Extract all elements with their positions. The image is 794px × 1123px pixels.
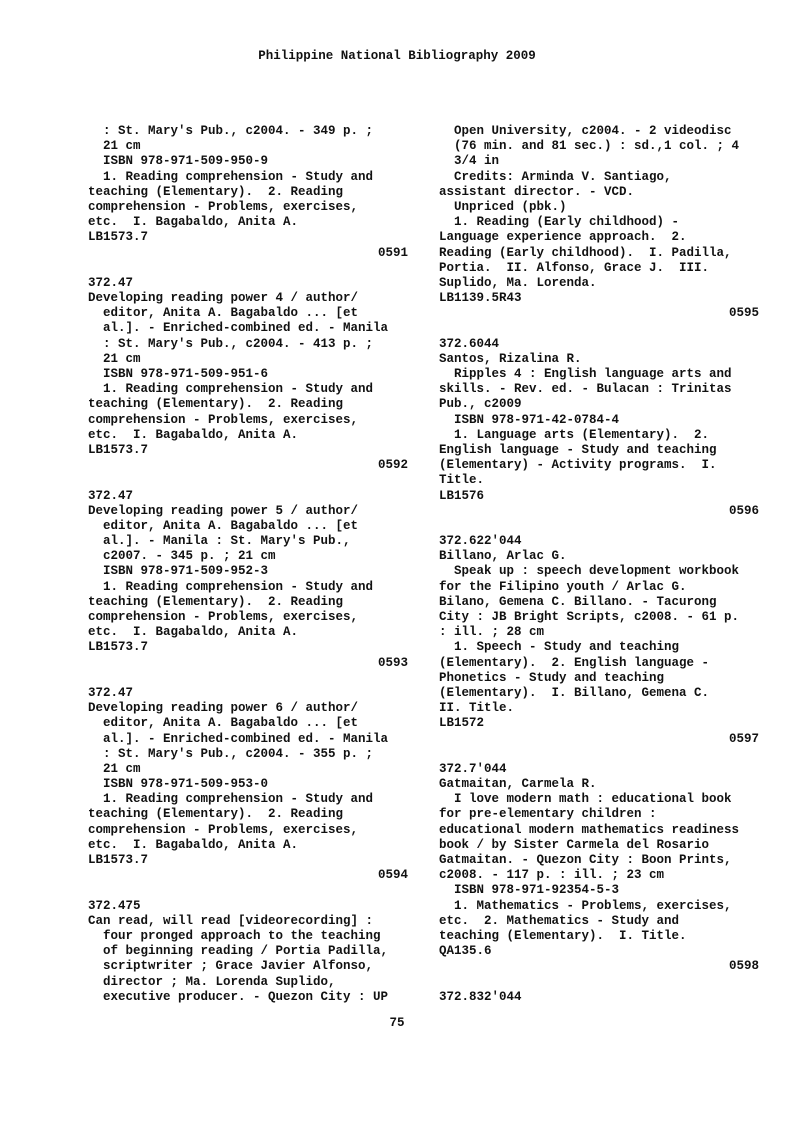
entry-line: LB1573.7 bbox=[88, 853, 149, 867]
entry-line: Bilano, Gemena C. Billano. - Tacurong bbox=[439, 594, 717, 609]
entry-line: 1. Speech - Study and teaching bbox=[439, 640, 680, 655]
entry-line: Gatmaitan, Carmela R. bbox=[439, 777, 597, 792]
entry-line: c2008. - 117 p. : ill. ; 23 cm bbox=[439, 868, 665, 883]
entry-line: director ; Ma. Lorenda Suplido, bbox=[88, 974, 336, 989]
entry-line: (Elementary). I. Billano, Gemena C. bbox=[439, 685, 710, 700]
entry-line: 21 cm bbox=[88, 139, 141, 154]
entry-line: 1. Reading comprehension - Study and bbox=[88, 169, 374, 184]
entry-line: ISBN 978-971-92354-5-3 bbox=[439, 883, 620, 898]
entry-line: teaching (Elementary). I. Title. bbox=[439, 928, 687, 943]
entry-line: Reading (Early childhood). I. Padilla, bbox=[439, 245, 732, 260]
entry-line: Gatmaitan. - Quezon City : Boon Prints, bbox=[439, 853, 732, 867]
entry-line: al.]. - Enriched-combined ed. - Manila bbox=[88, 731, 389, 746]
entry-separator bbox=[88, 473, 408, 488]
entry-line: ISBN 978-971-509-950-9 bbox=[88, 154, 269, 169]
entry-line: 1. Reading comprehension - Study and bbox=[88, 579, 374, 594]
entry-line: comprehension - Problems, exercises, bbox=[88, 199, 359, 214]
entry-number: 0597 bbox=[728, 731, 759, 746]
entry-line: Title. bbox=[439, 473, 485, 488]
entry-line: (76 min. and 81 sec.) : sd.,1 col. ; 4 bbox=[439, 139, 740, 154]
entry-line: teaching (Elementary). 2. Reading bbox=[88, 807, 344, 822]
entry-line: Santos, Rizalina R. bbox=[439, 351, 582, 366]
entry-line: teaching (Elementary). 2. Reading bbox=[88, 397, 344, 412]
entry-line: etc. I. Bagabaldo, Anita A. bbox=[88, 625, 299, 640]
page-number: 75 bbox=[389, 1016, 405, 1030]
entry-line: 1. Language arts (Elementary). 2. bbox=[439, 427, 710, 442]
entry-line: Pub., c2009 bbox=[439, 397, 522, 412]
entry-number: 0598 bbox=[728, 959, 759, 974]
entry-line: Unpriced (pbk.) bbox=[439, 199, 567, 214]
entry-line: 372.47 bbox=[88, 488, 134, 503]
entry-line: ISBN 978-971-42-0784-4 bbox=[439, 412, 620, 427]
entry-line: LB1573.7 bbox=[88, 640, 149, 655]
entry-line: Open University, c2004. - 2 videodisc bbox=[439, 124, 732, 138]
entry-line: book / by Sister Carmela del Rosario bbox=[439, 837, 710, 852]
entry-line: 3/4 in bbox=[439, 154, 500, 169]
entry-line: 372.7'044 bbox=[439, 761, 507, 776]
entry-line: 21 cm bbox=[88, 351, 141, 366]
entry-line: II. Title. bbox=[439, 701, 515, 716]
entry-line: 372.47 bbox=[88, 685, 134, 700]
entry-line: : St. Mary's Pub., c2004. - 349 p. ; bbox=[88, 124, 374, 138]
entry-line: ISBN 978-971-509-952-3 bbox=[88, 564, 269, 579]
entry-line: LB1573.7 bbox=[88, 442, 149, 457]
entry-line: for the Filipino youth / Arlac G. bbox=[439, 579, 687, 594]
entry-line: Suplido, Ma. Lorenda. bbox=[439, 275, 597, 290]
entry-separator bbox=[439, 321, 759, 336]
entry-separator bbox=[439, 975, 759, 990]
entry-line: Language experience approach. 2. bbox=[439, 230, 687, 245]
entry-line: comprehension - Problems, exercises, bbox=[88, 412, 359, 427]
entry-line: al.]. - Enriched-combined ed. - Manila bbox=[88, 321, 389, 336]
entry-number: 0591 bbox=[377, 245, 408, 260]
entry-line: LB1139.5R43 bbox=[439, 291, 522, 306]
entry-line: City : JB Bright Scripts, c2008. - 61 p. bbox=[439, 610, 740, 624]
entry-line: 1. Reading comprehension - Study and bbox=[88, 382, 374, 397]
entry-line: etc. I. Bagabaldo, Anita A. bbox=[88, 837, 299, 852]
entry-line: editor, Anita A. Bagabaldo ... [et bbox=[88, 306, 359, 321]
entry-line: 372.475 bbox=[88, 898, 141, 913]
entry-line: ISBN 978-971-509-953-0 bbox=[88, 777, 269, 792]
entry-line: teaching (Elementary). 2. Reading bbox=[88, 184, 344, 199]
entry-line: Developing reading power 4 / author/ bbox=[88, 291, 359, 306]
entry-line: Credits: Arminda V. Santiago, bbox=[439, 169, 672, 184]
entry-line: 21 cm bbox=[88, 761, 141, 776]
entry-line: LB1573.7 bbox=[88, 230, 149, 245]
entry-line: Portia. II. Alfonso, Grace J. III. bbox=[439, 260, 710, 275]
entry-line: I love modern math : educational book bbox=[439, 792, 732, 807]
entry-line: editor, Anita A. Bagabaldo ... [et bbox=[88, 716, 359, 731]
entry-line: skills. - Rev. ed. - Bulacan : Trinitas bbox=[439, 382, 732, 397]
entry-number: 0595 bbox=[728, 306, 759, 321]
entry-line: Speak up : speech development workbook bbox=[439, 564, 740, 579]
entry-number: 0592 bbox=[377, 458, 408, 473]
entry-line: editor, Anita A. Bagabaldo ... [et bbox=[88, 518, 359, 533]
entry-line: (Elementary). 2. English language - bbox=[439, 655, 710, 670]
entry-line: 1. Reading comprehension - Study and bbox=[88, 792, 374, 807]
entry-number: 0596 bbox=[728, 503, 759, 518]
entry-line: 372.6044 bbox=[439, 336, 500, 351]
entry-line: al.]. - Manila : St. Mary's Pub., bbox=[88, 534, 351, 549]
entry-line: Developing reading power 6 / author/ bbox=[88, 701, 359, 716]
entry-line: LB1572 bbox=[439, 716, 485, 731]
entry-line: Phonetics - Study and teaching bbox=[439, 670, 665, 685]
entry-line: 1. Mathematics - Problems, exercises, bbox=[439, 898, 732, 913]
entry-separator bbox=[439, 747, 759, 762]
entry-line: etc. 2. Mathematics - Study and bbox=[439, 913, 680, 928]
entry-line: educational modern mathematics readiness bbox=[439, 822, 740, 837]
entry-line: 372.832'044 bbox=[439, 989, 522, 1004]
entry-line: c2007. - 345 p. ; 21 cm bbox=[88, 549, 276, 564]
entry-line: etc. I. Bagabaldo, Anita A. bbox=[88, 215, 299, 230]
left-column bbox=[88, 124, 408, 1005]
entry-line: Billano, Arlac G. bbox=[439, 549, 567, 564]
entry-separator bbox=[88, 671, 408, 686]
entry-line: Developing reading power 5 / author/ bbox=[88, 503, 359, 518]
entry-line: teaching (Elementary). 2. Reading bbox=[88, 594, 344, 609]
entry-line: QA135.6 bbox=[439, 944, 492, 959]
entry-separator bbox=[88, 261, 408, 276]
entry-line: 1. Reading (Early childhood) - bbox=[439, 215, 680, 230]
entry-line: English language - Study and teaching bbox=[439, 442, 717, 457]
entry-line: 372.47 bbox=[88, 275, 134, 290]
entry-line: comprehension - Problems, exercises, bbox=[88, 822, 359, 837]
entry-line: (Elementary) - Activity programs. I. bbox=[439, 458, 717, 473]
entry-line: Ripples 4 : English language arts and bbox=[439, 367, 732, 381]
entry-separator bbox=[439, 519, 759, 534]
entry-line: LB1576 bbox=[439, 488, 485, 503]
entry-line: four pronged approach to the teaching bbox=[88, 928, 381, 943]
entry-line: scriptwriter ; Grace Javier Alfonso, bbox=[88, 959, 374, 974]
entry-line: : ill. ; 28 cm bbox=[439, 625, 545, 640]
right-column bbox=[439, 124, 759, 1005]
entry-line: assistant director. - VCD. bbox=[439, 184, 635, 199]
entry-line: for pre-elementary children : bbox=[439, 807, 657, 822]
entry-line: executive producer. - Quezon City : UP bbox=[88, 989, 389, 1004]
entry-line: etc. I. Bagabaldo, Anita A. bbox=[88, 427, 299, 442]
entry-line: Can read, will read [videorecording] : bbox=[88, 913, 374, 928]
entry-line: ISBN 978-971-509-951-6 bbox=[88, 367, 269, 381]
entry-number: 0593 bbox=[377, 655, 408, 670]
entry-line: comprehension - Problems, exercises, bbox=[88, 610, 359, 624]
entry-number: 0594 bbox=[377, 868, 408, 883]
entry-line: of beginning reading / Portia Padilla, bbox=[88, 944, 389, 959]
entry-line: : St. Mary's Pub., c2004. - 413 p. ; bbox=[88, 336, 374, 351]
entry-line: 372.622'044 bbox=[439, 534, 522, 549]
page-header-title: Philippine National Bibliography 2009 bbox=[258, 49, 536, 63]
entry-separator bbox=[88, 883, 408, 898]
entry-line: : St. Mary's Pub., c2004. - 355 p. ; bbox=[88, 746, 374, 761]
